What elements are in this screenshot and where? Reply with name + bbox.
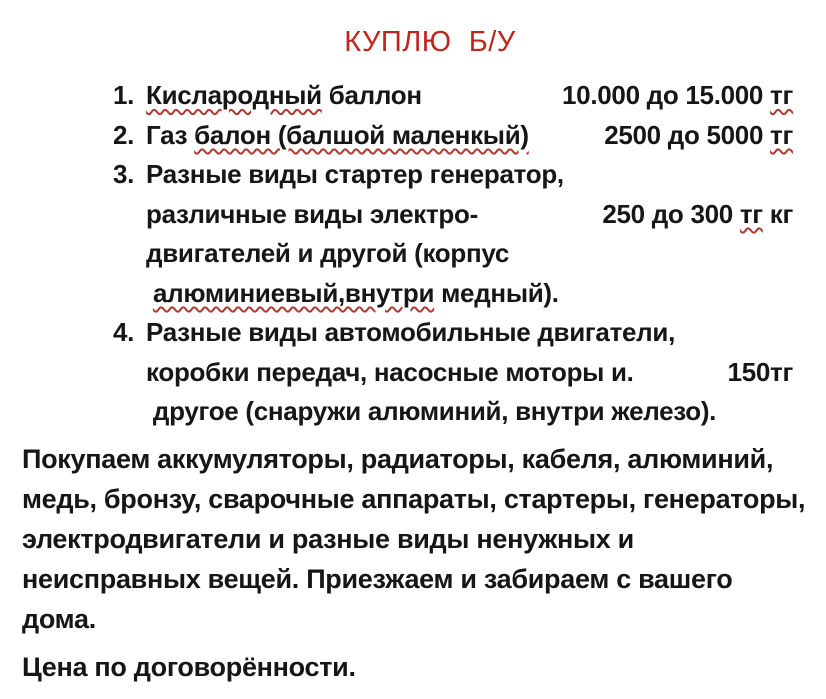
text-segment: 250 до 300	[602, 198, 740, 229]
misspelled-text: балон (балшой маленкый)	[194, 119, 529, 150]
text-segment: 10.000 до 15.000	[562, 80, 771, 111]
text-segment: Разные виды стартер генератор,	[146, 159, 564, 190]
paragraph-line: дома.	[22, 604, 96, 634]
body-paragraph	[0, 440, 826, 640]
item-number: 2.	[113, 119, 135, 150]
footer-note: Цена по договорённости.	[22, 652, 356, 682]
list-line	[113, 195, 793, 235]
list-line	[113, 392, 793, 432]
item-text	[146, 159, 564, 190]
item-text	[146, 278, 559, 309]
text-segment: 150тг	[727, 356, 793, 387]
item-price	[604, 120, 793, 151]
item-price	[562, 80, 793, 111]
list-line	[113, 116, 793, 156]
text-segment: коробки передач, насосные моторы и.	[146, 356, 634, 387]
item-text	[146, 120, 529, 151]
misspelled-text: алюминиевый,внутри	[152, 277, 435, 308]
list-line	[113, 234, 793, 274]
paragraph-line: Покупаем аккумуляторы, радиаторы, кабеля, алюминий,	[22, 444, 774, 474]
items-list	[0, 76, 826, 432]
page-title: КУПЛЮ Б/У	[344, 26, 516, 58]
list-line	[113, 313, 793, 353]
text-segment: двигателей и другой (корпус	[146, 238, 510, 269]
list-line	[113, 274, 793, 314]
item-text	[146, 199, 478, 230]
text-segment: другое (снаружи алюминий, внутри железо).	[146, 396, 717, 427]
list-line	[113, 155, 793, 195]
paragraph-line: электродвигатели и разные виды ненужных и	[22, 524, 634, 554]
item-number: 1.	[113, 80, 135, 111]
item-text	[146, 80, 422, 111]
text-segment: баллон	[321, 80, 422, 111]
text-segment: 2500 до 5000	[604, 119, 771, 150]
paragraph-line: неисправных вещей. Приезжаем и забираем с вашего	[22, 564, 733, 594]
text-segment: Газ	[146, 119, 195, 150]
list-line	[113, 76, 793, 116]
item-price	[728, 357, 793, 388]
text-segment: медный).	[434, 277, 559, 308]
text-segment: кг	[762, 198, 793, 229]
item-text	[146, 238, 509, 269]
misspelled-text: Кислародный	[146, 80, 322, 111]
text-segment: Разные виды автомобильные двигатели,	[146, 317, 676, 348]
text-segment: различные виды электро-	[146, 198, 478, 229]
list-line	[113, 353, 793, 393]
item-number: 3.	[113, 159, 135, 190]
item-price	[602, 199, 793, 230]
item-text	[146, 317, 675, 348]
text-segment	[146, 278, 153, 308]
misspelled-text: тг	[770, 80, 793, 111]
item-number: 4.	[113, 317, 135, 348]
paragraph-line: медь, бронзу, сварочные аппараты, стартеры, генераторы,	[22, 484, 806, 514]
misspelled-text: тг	[770, 119, 793, 150]
misspelled-text: тг	[739, 198, 763, 229]
item-text	[146, 357, 634, 388]
item-text	[146, 396, 716, 427]
